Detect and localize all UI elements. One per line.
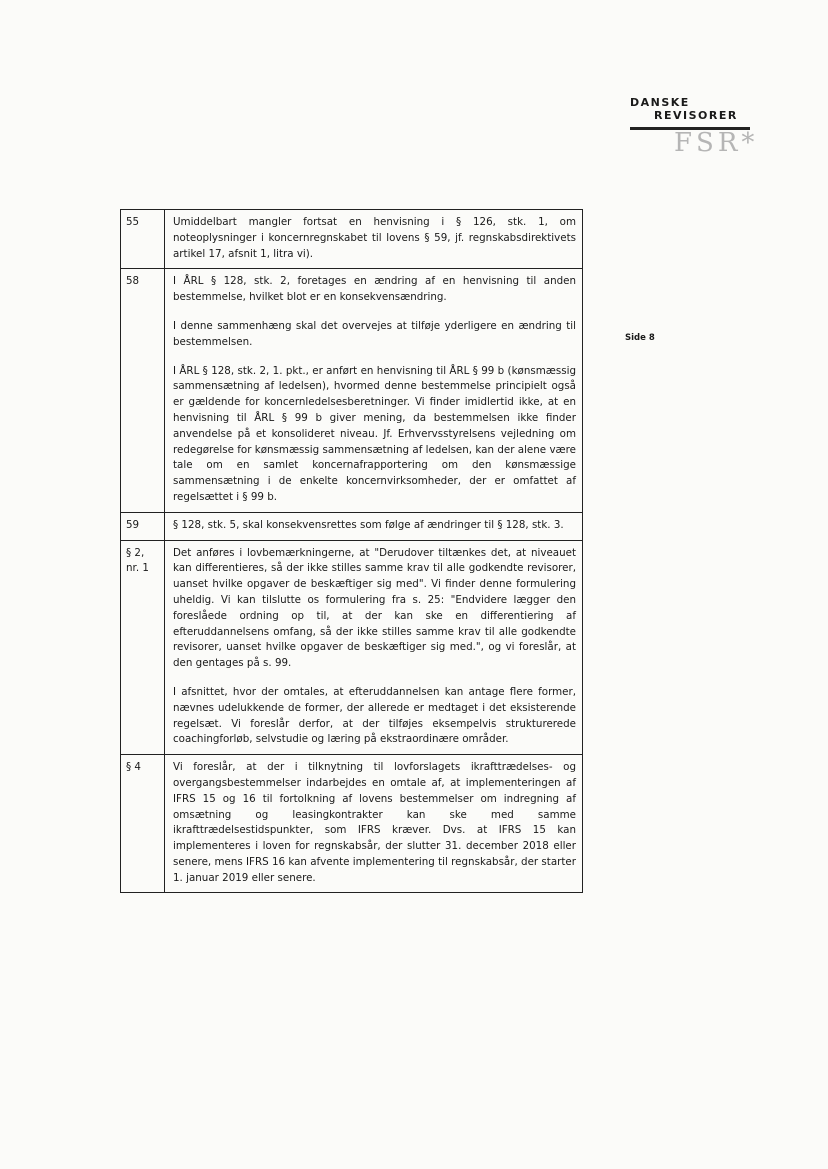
comment-text (165, 512, 583, 540)
comment-paragraph: Vi foreslår, at der i tilknytning til lovforslagets ikrafttrædelses- og overgangsbestemmelser indarbejdes en omtale af, at implementeringen af IFRS 15 og 16 til fortolkning af lovens bestemmelser om indregning af omsætning og leasingkontrakter kan ske med samme ikrafttrædelsestidspunkter, som IFRS kræver. Dvs. at IFRS 15 kan implementeres i loven for regnskabsår, der slutter 31. december 2018 eller senere, mens IFRS 16 kan afvente implementering til regnskabsår, der starter 1. januar 2019 eller senere. (173, 761, 576, 884)
comment-paragraph: I ÅRL § 128, stk. 2, foretages en ændring af en henvisning til anden bestemmelse, hvilket blot er en konsekvensændring. (173, 275, 576, 304)
section-ref: § 2, nr. 1 (121, 540, 165, 755)
comment-text (165, 755, 583, 893)
comment-text (165, 269, 583, 512)
page-number: Side 8 (625, 333, 655, 343)
comments-table (120, 209, 583, 893)
comment-text (165, 210, 583, 269)
comment-paragraph: Umiddelbart mangler fortsat en henvisning i § 126, stk. 1, om noteoplysninger i koncernregnskabet til lovens § 59, jf. regnskabsdirektivets artikel 17, afsnit 1, litra vi). (173, 216, 576, 260)
table-row (121, 540, 583, 755)
section-ref: 59 (121, 512, 165, 540)
comment-paragraph: I afsnittet, hvor der omtales, at efteruddannelsen kan antage flere former, nævnes udelukkende de former, der allerede er medtaget i det eksisterende regelsæt. Vi foreslår derfor, at der tilføjes eksempelvis strukturerede coachingforløb, selvstudie og læring på ekstraordinære områder. (173, 685, 576, 746)
comment-paragraph: I ÅRL § 128, stk. 2, 1. pkt., er anført en henvisning til ÅRL § 99 b (kønsmæssig sammensætning af ledelsen), hvormed denne bestemmelse principielt også er gældende for koncernledelsesberetninger. Vi finder imidlertid ikke, at en henvisning til ÅRL § 99 b giver mening, da bestemmelsen ikke finder anvendelse på et konsolideret niveau. Jf. Erhvervsstyrelsens vejledning om redegørelse for kønsmæssig sammensætning af ledelsen, kan der alene være tale om en samlet koncernafrapportering om den kønsmæssige sammensætning i de enkelte koncernvirksomheder, der er omfattet af regelsættet i § 99 b. (173, 364, 576, 503)
comment-paragraph: I denne sammenhæng skal det overvejes at tilføje yderligere en ændring til bestemmelsen. (173, 319, 576, 348)
table-row (121, 755, 583, 893)
table-row (121, 210, 583, 269)
logo-line-revisorer: REVISORER (654, 109, 738, 122)
comment-paragraph: Det anføres i lovbemærkningerne, at "Derudover tiltænkes det, at niveauet kan differentieres, så der ikke stilles samme krav til alle godkendte revisorer, uanset hvilke opgaver de beskæftiger sig med". Vi finder denne formulering uheldig. Vi kan tilslutte os formulering fra s. 25: "Endvidere lægger den foreslåede ordning op til, at der kan ske en differentiering af efteruddannelsens omfang, så der ikke stilles samme krav til alle godkendte revisorer, uanset hvilke opgaver de beskæftiger sig med.", og vi foreslår, at den gentages på s. 99. (173, 546, 576, 670)
table-row (121, 269, 583, 512)
fsr-logo (600, 96, 760, 166)
comment-text (165, 540, 583, 755)
section-ref: 58 (121, 269, 165, 512)
section-ref: 55 (121, 210, 165, 269)
logo-line-danske: DANSKE (630, 96, 690, 109)
comment-paragraph: § 128, stk. 5, skal konsekvensrettes som følge af ændringer til § 128, stk. 3. (173, 518, 564, 531)
section-ref: § 4 (121, 755, 165, 893)
logo-fsr-mark: FSR* (674, 128, 759, 158)
table-row (121, 512, 583, 540)
